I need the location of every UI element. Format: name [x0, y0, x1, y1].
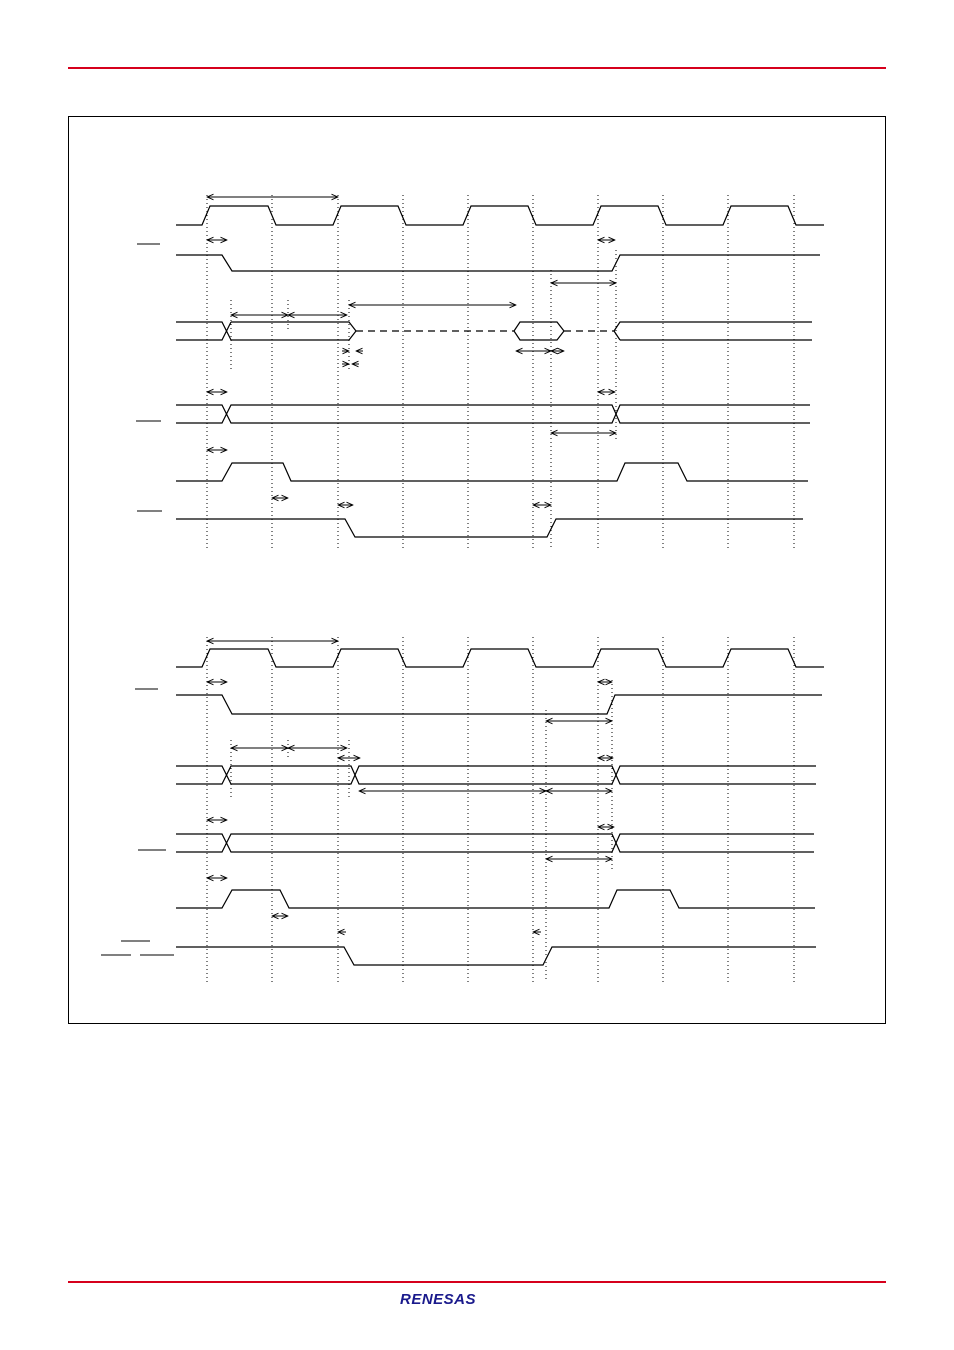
wait-waveform-1 — [176, 519, 803, 537]
strobe-waveform-2 — [176, 695, 822, 714]
rw-waveform-1 — [176, 405, 810, 423]
panel-2-label-bars — [101, 689, 174, 955]
panel-2-waveforms — [176, 649, 824, 965]
footer-rule — [68, 1281, 886, 1283]
panel-2-timing-arrows — [207, 641, 614, 916]
panel-1-timing-arrows — [207, 197, 616, 505]
enable-waveform-1 — [176, 463, 808, 481]
panel-1-guides — [207, 195, 794, 548]
clock-waveform-1 — [176, 206, 824, 225]
strobe-waveform-1 — [176, 255, 820, 271]
panel-1-label-bars — [136, 244, 162, 511]
panel-1-waveforms — [176, 206, 824, 537]
clock-waveform-2 — [176, 649, 824, 667]
logo-text: RENESAS — [400, 1291, 477, 1308]
panel-2-guides — [207, 637, 794, 982]
renesas-logo — [400, 1291, 476, 1308]
